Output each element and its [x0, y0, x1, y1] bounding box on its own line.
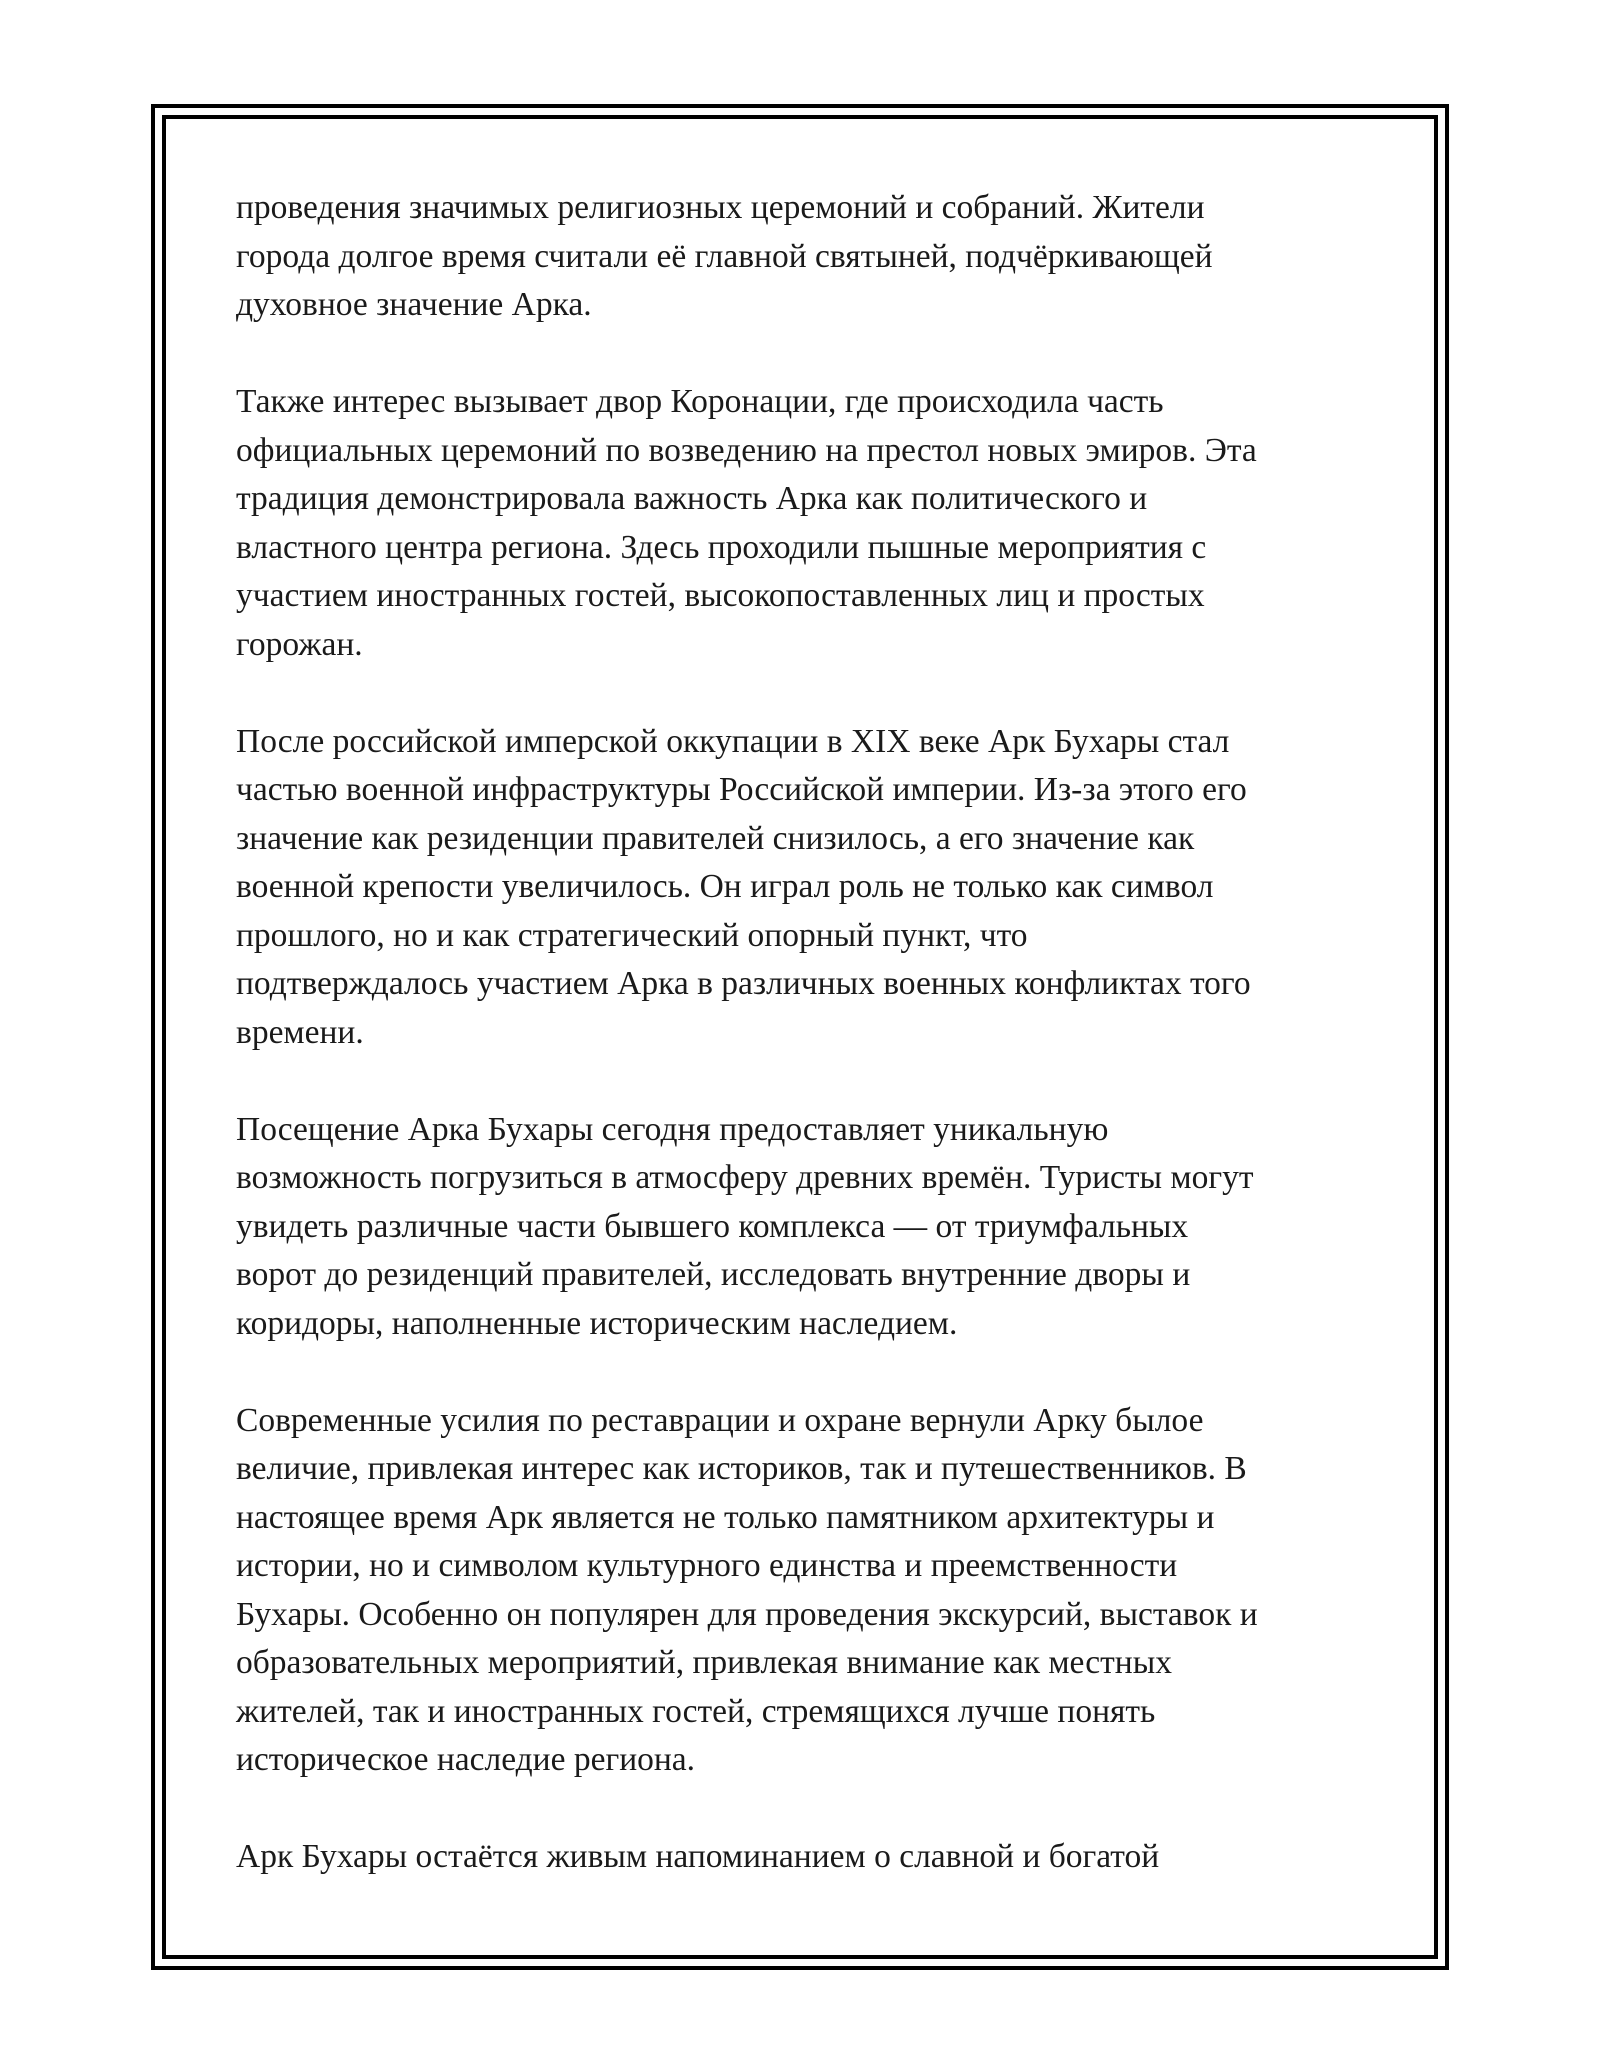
paragraph	[236, 1833, 1376, 1882]
text-line: Бухары. Особенно он популярен для проведения экскурсий, выставок и	[236, 1595, 1258, 1633]
paragraph	[236, 378, 1376, 669]
text-line: Посещение Арка Бухары сегодня предоставляет уникальную	[236, 1110, 1109, 1148]
text-line: настоящее время Арк является не только памятником архитектуры и	[236, 1498, 1215, 1536]
text-line: проведения значимых религиозных церемоний и собраний. Жители	[236, 189, 1205, 226]
text-line: Арк Бухары остаётся живым напоминанием о славной и богатой	[236, 1838, 1160, 1875]
paragraph	[236, 718, 1376, 1058]
paragraph	[236, 184, 1376, 330]
document-body	[236, 184, 1376, 1882]
text-line: Также интерес вызывает двор Коронации, где происходила часть	[236, 383, 1164, 420]
paragraph	[236, 1397, 1376, 1785]
text-line: времени.	[236, 1013, 364, 1051]
text-line: увидеть различные части бывшего комплекса — от триумфальных	[236, 1207, 1189, 1245]
text-line: военной крепости увеличилось. Он играл роль не только как символ	[236, 868, 1214, 905]
text-line: города долгое время считали её главной святыней, подчёркивающей	[236, 237, 1213, 275]
text-line: истории, но и символом культурного единства и преемственности	[236, 1547, 1178, 1584]
text-line: духовное значение Арка.	[236, 286, 592, 323]
text-line: горожан.	[236, 625, 363, 663]
text-line: ворот до резиденций правителей, исследовать внутренние дворы и	[236, 1256, 1191, 1293]
text-line: участием иностранных гостей, высокопоставленных лиц и простых	[236, 577, 1205, 614]
text-line: историческое наследие региона.	[236, 1741, 696, 1778]
text-line: коридоры, наполненные историческим наследием.	[236, 1304, 958, 1342]
text-line: значение как резиденции правителей снизилось, а его значение как	[236, 819, 1195, 857]
text-line: традиция демонстрировала важность Арка как политического и	[236, 480, 1148, 517]
text-line: образовательных мероприятий, привлекая внимание как местных	[236, 1644, 1172, 1681]
text-line: возможность погрузиться в атмосферу древних времён. Туристы могут	[236, 1159, 1254, 1196]
text-line: Современные усилия по реставрации и охране вернули Арку былое	[236, 1401, 1204, 1439]
text-line: После российской имперской оккупации в XIX веке Арк Бухары стал	[236, 722, 1230, 760]
text-line: официальных церемоний по возведению на престол новых эмиров. Эта	[236, 431, 1257, 469]
text-line: властного центра региона. Здесь проходили пышные мероприятия с	[236, 528, 1207, 566]
text-line: прошлого, но и как стратегический опорный пункт, что	[236, 916, 1028, 954]
text-line: величие, привлекая интерес как историков, так и путешественников. В	[236, 1450, 1247, 1487]
text-line: частью военной инфраструктуры Российской империи. Из-за этого его	[236, 771, 1247, 808]
paragraph	[236, 1106, 1376, 1349]
text-line: жителей, так и иностранных гостей, стремящихся лучше понять	[236, 1692, 1156, 1730]
text-line: подтверждалось участием Арка в различных военных конфликтах того	[236, 965, 1251, 1002]
